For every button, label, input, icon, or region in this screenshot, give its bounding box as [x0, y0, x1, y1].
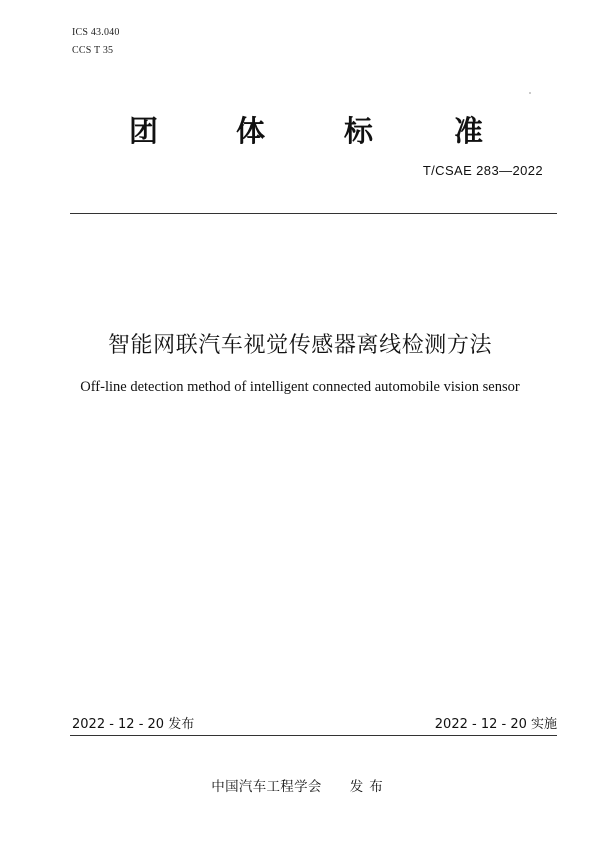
ccs-code: CCS T 35 [72, 45, 114, 56]
top-divider [70, 213, 557, 214]
heading-char-1: 团 [129, 114, 159, 148]
title-english: Off-line detection method of intelligent connected automobile vision sensor [80, 379, 520, 395]
publisher-line [0, 775, 600, 795]
implementation-date: 2022 - 12 - 20 实施 [434, 717, 557, 732]
title-chinese: 智能网联汽车视觉传感器离线检测方法 [107, 333, 493, 358]
heading-char-4: 准 [454, 114, 484, 148]
publisher-action: 发布 [349, 779, 389, 795]
standard-type-heading [0, 113, 600, 149]
issue-date: 2022 - 12 - 20 发布 [72, 717, 195, 732]
heading-char-3: 标 [344, 114, 374, 148]
standard-number: T/CSAE 283—2022 [422, 163, 543, 178]
ics-code: ICS 43.040 [72, 27, 120, 38]
heading-char-2: 体 [236, 114, 266, 148]
bottom-divider [70, 735, 557, 736]
scan-dot [529, 92, 531, 94]
publisher-organization: 中国汽车工程学会 [211, 779, 322, 795]
